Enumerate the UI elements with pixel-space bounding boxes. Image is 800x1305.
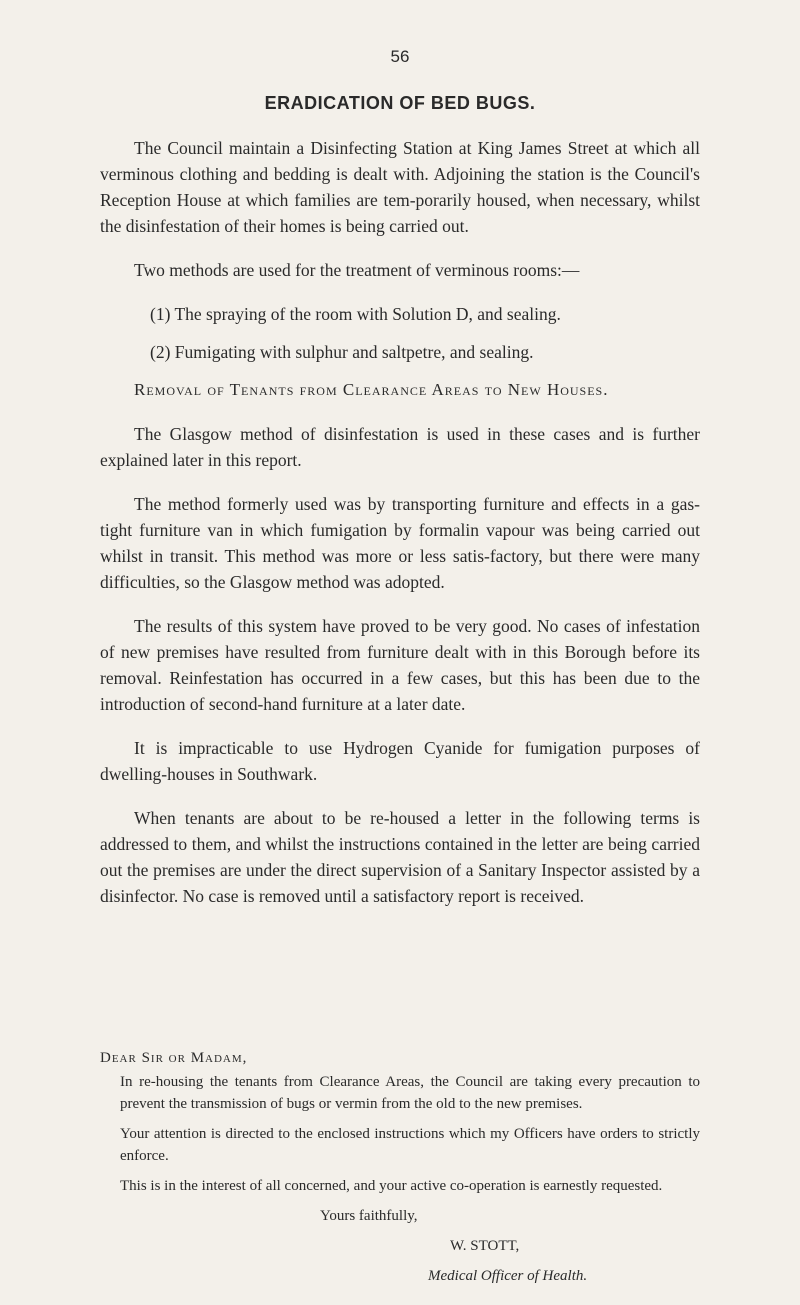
section-subheading: Removal of Tenants from Clearance Areas to New Houses.: [134, 380, 609, 399]
method-item-2: (2) Fumigating with sulphur and saltpetre, and sealing.: [150, 342, 534, 362]
letter-block: [100, 1047, 700, 1295]
letter-closing: Yours faithfully,: [320, 1208, 418, 1224]
letter-salutation: Dear Sir or Madam,: [100, 1050, 248, 1066]
paragraph-methods-intro: Two methods are used for the treatment of verminous rooms:—: [134, 260, 580, 280]
letter-paragraph-1: In re-housing the tenants from Clearance Areas, the Council are taking every precaution to prevent the transmission of bugs or vermin from the old to the new premises.: [120, 1074, 700, 1112]
letter-paragraph-2: Your attention is directed to the enclosed instructions which my Officers have orders to strictly enforce.: [120, 1126, 700, 1164]
letter-paragraph-3: This is in the interest of all concerned, and your active co-operation is earnestly requested.: [120, 1178, 663, 1194]
paragraph-former-method: The method formerly used was by transporting furniture and effects in a gas-tight furniture van in which fumigation by formalin vapour was being carried out whilst in transit. This method was more or less satis-factory, but there were many difficulties, so the Glasgow method was adopted.: [100, 494, 700, 592]
letter-signature-title: Medical Officer of Health.: [428, 1268, 588, 1284]
letter-signature: W. STOTT,: [450, 1238, 520, 1254]
page-title: ERADICATION OF BED BUGS.: [264, 93, 536, 113]
method-item-1: (1) The spraying of the room with Solution D, and sealing.: [150, 304, 561, 324]
paragraph-glasgow-method: The Glasgow method of disinfestation is used in these cases and is further explained later in this report.: [100, 424, 700, 470]
paragraph-rehousing-letter: When tenants are about to be re-housed a letter in the following terms is addressed to them, and whilst the instructions contained in the letter are being carried out the premises are under the direct supervision of a Sanitary Inspector assisted by a disinfector. No case is removed until a satisfactory report is received.: [100, 808, 700, 906]
paragraph-disinfecting-station: The Council maintain a Disinfecting Station at King James Street at which all verminous clothing and bedding is dealt with. Adjoining the station is the Council's Reception House at which families are tem-porarily housed, when necessary, whilst the disinfestation of their homes is being carried out.: [100, 138, 700, 236]
paragraph-hydrogen-cyanide: It is impracticable to use Hydrogen Cyanide for fumigation purposes of dwelling-houses in Southwark.: [100, 738, 700, 784]
paragraph-results: The results of this system have proved to be very good. No cases of infestation of new premises have resulted from furniture dealt with in this Borough before its removal. Reinfestation has occurred in a few cases, but this has been due to the introduction of second-hand furniture at a later date.: [100, 616, 700, 714]
body-text: [100, 135, 700, 927]
page-number: 56: [390, 47, 410, 66]
